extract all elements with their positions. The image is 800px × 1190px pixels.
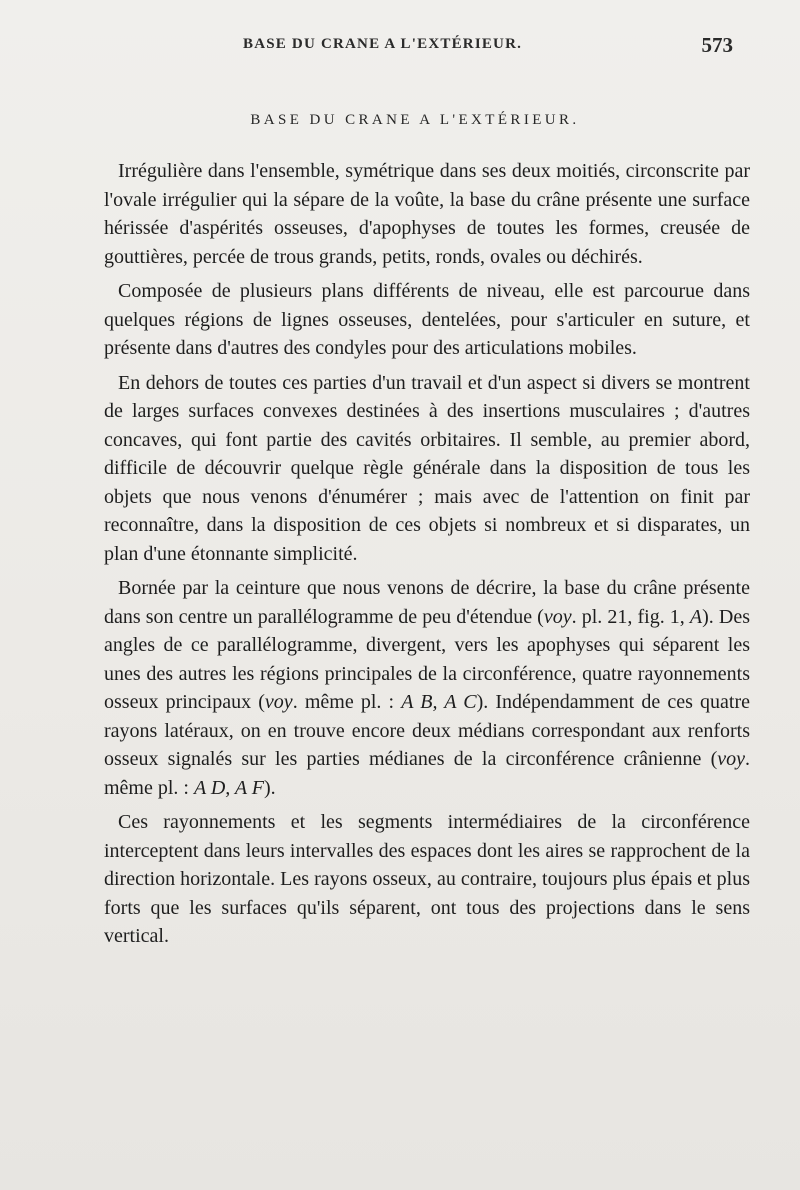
paragraph-3: En dehors de toutes ces parties d'un travail et d'un aspect si divers se montrent de larges surfaces convexes destinées à des insertions musculaires ; d'autres concaves, qui font partie des cavités orbitaires. Il semble, au premier abord, difficile de découvrir quelque règle générale dans la disposition de tous les objets que nous venons d'énumérer ; mais avec de l'attention on finit par reconnaître, dans la disposition de ces objets si nombreux et si disparates, un plan d'une étonnante simplicité. (104, 371, 750, 565)
running-head (105, 33, 733, 66)
paragraph-4-text: . même pl. : (104, 748, 750, 799)
paragraph-4-text: . pl. 21, fig. 1, (571, 605, 690, 628)
page-number: 573 (701, 33, 733, 57)
body-text (104, 157, 750, 957)
paragraph-4-text: Bornée par la ceinture que nous venons de décrire, la base du crâne présente dans son centre un parallélogramme de peu d'étendue ( (104, 577, 750, 628)
paragraph-1: Irrégulière dans l'ensemble, symétrique dans ses deux moitiés, circonscrite par l'ovale irrégulier qui la sépare de la voûte, la base du crâne présente une surface hérissée d'aspérités osseuses, d'apophyses de toutes les formes, creusée de gouttières, percée de trous grands, petits, ronds, ovales ou déchirés. (104, 160, 750, 268)
figure-reference: A D, A F (193, 776, 264, 799)
plate-reference-voy: voy (264, 691, 293, 713)
figure-reference: A B, A C (401, 691, 477, 713)
section-title: BASE DU CRANE A L'EXTÉRIEUR. (250, 112, 580, 128)
figure-reference: A (689, 605, 703, 628)
running-title: BASE DU CRANE A L'EXTÉRIEUR. (243, 36, 523, 52)
paragraph-4-text: . même pl. : (292, 691, 402, 713)
paragraph-4-text: ). Indépendamment de ces quatre rayons latéraux, on en trouve encore deux médians correspondant aux renforts osseux signalés sur les parties médianes de la circonférence crânienne ( (104, 691, 751, 770)
paragraph-5: Ces rayonnements et les segments intermédiaires de la circonférence interceptent dans leurs intervalles des espaces dont les aires se rapprochent de la direction horizontale. Les rayons osseux, au contraire, toujours plus épais et plus forts que les surfaces qu'ils séparent, ont tous des projections dans le sens vertical. (104, 811, 750, 947)
paragraph-4-text: ). Des angles de ce parallélogramme, divergent, vers les apophyses qui séparent les unes des autres les régions principales de la circonférence, quatre rayonnements osseux principaux ( (104, 605, 751, 713)
plate-reference-voy: voy (543, 605, 572, 628)
paragraph-4-text: ). (264, 776, 276, 799)
paragraph-2: Composée de plusieurs plans différents de niveau, elle est parcourue dans quelques régions de lignes osseuses, dentelées, pour s'articuler en suture, et présente dans d'autres des condyles pour des articulations mobiles. (104, 280, 750, 359)
paragraph-4 (104, 574, 750, 802)
plate-reference-voy: voy (717, 748, 745, 770)
